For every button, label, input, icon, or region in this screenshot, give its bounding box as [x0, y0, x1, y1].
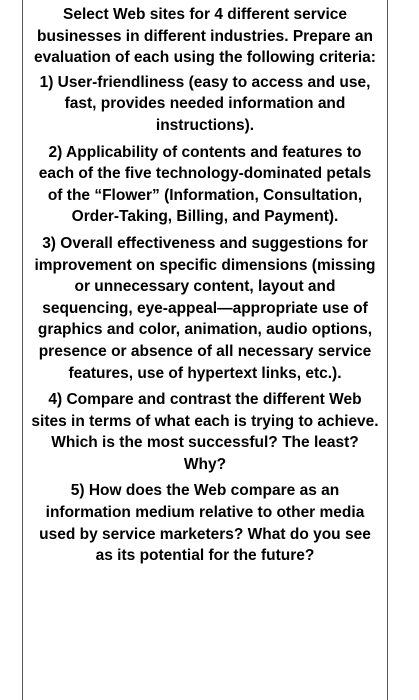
assignment-text — [30, 4, 380, 567]
assignment-intro: Select Web sites for 4 different service businesses in different industries. Prepare an evaluation of each using the following criteria: — [34, 6, 376, 67]
criterion-1: 1) User-friendliness (easy to access and use, fast, provides needed information and instructions). — [39, 73, 371, 134]
criterion-3: 3) Overall effectiveness and suggestions for improvement on specific dimensions (missing or unnecessary content, layout and sequencing, eye-appeal—appropriate use of graphics and color, animation, audio options, presence or absence of all necessary service features, use of hypertext links, etc.). — [34, 234, 376, 382]
criterion-2: 2) Applicability of contents and features to each of the five technology-dominated petals of the “Flower” (Information, Consultation, Order-Taking, Billing, and Payment). — [38, 143, 372, 226]
criterion-5: 5) How does the Web compare as an information medium relative to other media used by service marketers? What do you see as its potential for the future? — [39, 482, 371, 565]
criterion-4: 4) Compare and contrast the different Web sites in terms of what each is trying to achieve. Which is the most successful? The least? Why? — [31, 391, 379, 473]
